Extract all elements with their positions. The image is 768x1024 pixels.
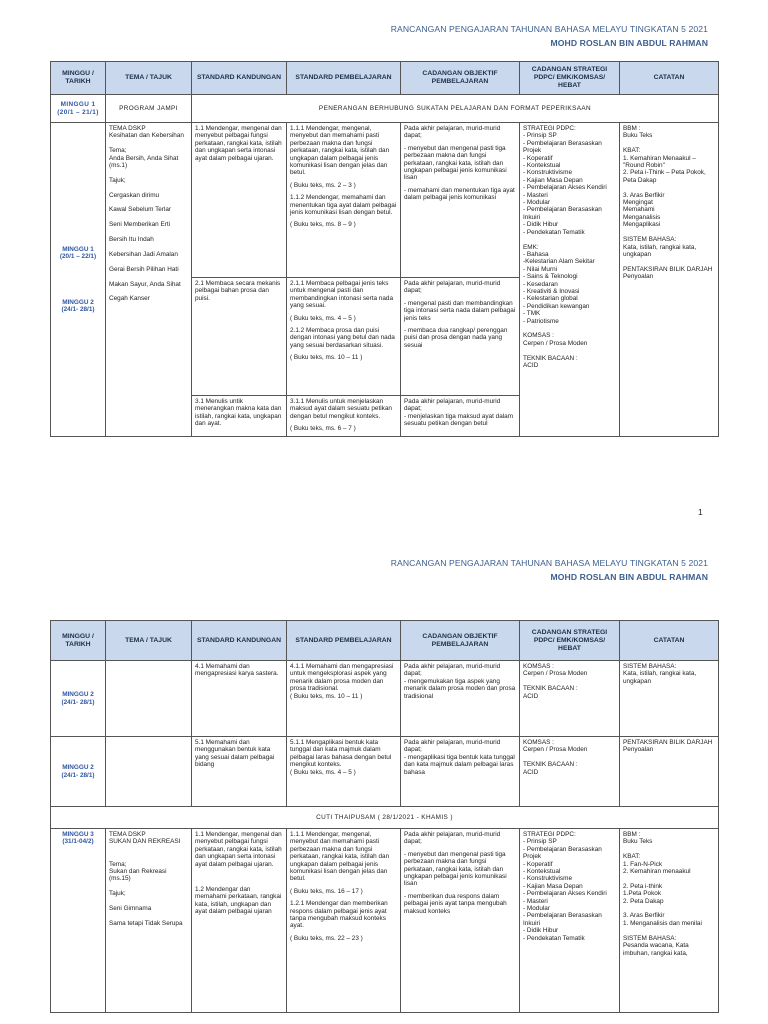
plan-table-page1 [50, 61, 719, 437]
obj-item: - menyebut dan mengenal pasti tiga perbezaan makna dan fungsi perkataan, rangkai kata, istilah dan ungkapan pelbagai jenis komunikasi lisan [404, 850, 507, 888]
sk-item: 1.2 Mendengar dan memahami perkataan, rangkai kata, istilah, ungkapan dan ayat dalam pelbagai ujaran [195, 886, 282, 916]
obj-cell [401, 737, 520, 807]
col-catatan: CATATAN [620, 62, 719, 95]
col-objektif: CADANGAN OBJEKTIF PEMBELAJARAN [401, 621, 520, 661]
tema-text: TEMA DSKP SUKAN DAN REKREASI Tema; Sukan dan Rekreasi (ms.15) Tajuk; Seni Gimnama Sama tetapi Tidak Serupa [109, 831, 183, 927]
week2-label: MINGGU 2 [62, 298, 94, 306]
sp-1-1-ref: ( Buku teks, ms. 2 – 3 ) [290, 181, 356, 189]
sp-item: 5.1.1 Mengaplikasi bentuk kata tunggal dan kata majmuk dalam pelbagai laras bahasa dengan betul mengikut konteks. [290, 739, 392, 769]
col-sp: STANDARD PEMBELAJARAN [287, 621, 401, 661]
strategi-text: KOMSAS : Cerpen / Prosa Moden TEKNIK BACAAN : ACID [523, 663, 588, 700]
col-objektif: CADANGAN OBJEKTIF PEMBELAJARAN [401, 62, 520, 95]
tema-cell [106, 661, 192, 737]
obj-item: - mengemukakan tiga aspek yang menarik dalam prosa moden dan prosa tradisional [404, 677, 516, 700]
sp-item: 4.1.1 Memahami dan mengapresiasi untuk mengeksplorasi aspek yang menarik dalam prosa moden dan prosa tradisional. [290, 663, 394, 693]
strategi-cell [520, 737, 620, 807]
week-date: (31/1-04/2) [62, 838, 94, 846]
tema-cell [106, 737, 192, 807]
sp-ref: ( Buku teks, ms. 10 – 11 ) [290, 692, 363, 700]
obj-item: - mengenal pasti dan membandingkan tiga intonasi serta nada dalam pelbagai jenis teks [404, 299, 516, 322]
sp-item: 1.2.1 Mendengar dan memberikan respons dalam pelbagai jenis ayat tanpa mengubah maksud konteks ayat. [290, 900, 388, 930]
col-minggu: MINGGU / TARIKH [51, 62, 106, 95]
sp-2-1: 2.1.1 Membaca pelbagai jenis teks untuk mengenal pasti dan membandingkan intonasi serta nada yang sesuai. [290, 280, 394, 310]
header-author: MOHD ROSLAN BIN ABDUL RAHMAN [550, 38, 708, 48]
strategi-cell [520, 661, 620, 737]
week-date: (24/1- 28/1) [61, 771, 95, 779]
obj-intro: Pada akhir pelajaran, murid-murid dapat; [404, 280, 501, 295]
sk-cell: 4.1 Memahami dan mengapresiasi karya sastera. [192, 661, 287, 737]
sp-item: 1.1.1 Mendengar, mengenal, menyebut dan memahami pasti perbezaan makna dan fungsi perkataan, rangkai kata, istilah dan ungkapan dalam pelbagai jenis komunikasi lisan dengan jelas dan betul. [290, 831, 390, 883]
obj-item: - membaca dua rangkap/ perenggan puisi dan prosa dengan nada yang sesuai [404, 327, 508, 349]
obj-intro: Pada akhir pelajaran, murid-murid dapat; [404, 125, 501, 140]
sk-2: 2.1 Membaca secara mekanis pelbagai bahan prosa dan puisi. [192, 278, 287, 396]
col-tema: TEMA / TAJUK [106, 621, 192, 661]
col-sp: STANDARD PEMBELAJARAN [287, 62, 401, 95]
header-author: MOHD ROSLAN BIN ABDUL RAHMAN [550, 572, 708, 582]
strategi-text: STRATEGI PDPC: - Prinsip SP - Pembelajaran Berasaskan Projek - Koperatif - Kontekstual - Konstruktivisme - Kajian Masa Depan - Pembelajaran Akses Kendiri - Masteri - Modular - Pembelajaran Berasaskan Inkuiri - Didik Hibur - Pendekatan Tematik [523, 831, 607, 942]
sp-1-2-ref: ( Buku teks, ms. 8 – 9 ) [290, 221, 356, 229]
sp-ref: ( Buku teks, ms. 22 – 23 ) [290, 934, 363, 942]
strategi-text: STRATEGI PDPC: - Prinsip SP - Pembelajaran Berasaskan Projek - Koperatif - Kontekstual - Konstruktivisme - Kajian Masa Depan - Pembelajaran Akses Kendiri - Masteri - Modular - Pembelajaran Berasaskan Inkuiri - Didik Hibur - Pendekatan Tematik EMK: - Bahasa -Kelestarian Alam Sekitar - Nilai Murni - Sains & Teknologi - Kesedaran - Kreativiti & Inovasi - Kelestarian global - Pendidikan kewangan - TMK - Patriotisme KOMSAS : Cerpen / Prosa Moden TEKNIK BACAAN : ACID [523, 125, 607, 369]
week-label: MINGGU 2 [62, 764, 94, 772]
tema-text: TEMA DSKP Kesihatan dan Kebersihan Tema; Anda Bersih, Anda Sihat (ms.1) Tajuk; Cergaskan dirimu Kawal Sebelum Terlar Seni Memberikan Erti Bersih Itu Indah Kebersihan Jadi Amalan Gerai Bersih Pilihan Hati Makan Sayur, Anda Sihat Cegah Kanser [109, 125, 184, 303]
holiday-row: CUTI THAIPUSAM ( 28/1/2021 - KHAMIS ) [51, 807, 719, 829]
strategi-cell [520, 123, 620, 437]
plan-table-page2 [50, 620, 719, 1013]
col-strategi: CADANGAN STRATEGI PDPC/ EMK/KOMSAS/ HEBAT [520, 62, 620, 95]
week1-label: MINGGU 1 [62, 245, 94, 253]
catatan-cell [620, 829, 719, 1013]
sk-1: 1.1 Mendengar, mengenal dan menyebut pelbagai fungsi perkataan, rangkai kata, istilah dan ungkapan serta intonasi ayat dalam pelbagai ujaran. [192, 123, 287, 278]
page-header [391, 22, 708, 50]
week-cell [51, 829, 106, 1013]
orientation-week-date: (20/1 – 21/1) [57, 108, 99, 116]
week-label: MINGGU 3 [62, 831, 94, 838]
page-header [391, 556, 708, 584]
sk-cell [192, 829, 287, 1013]
col-tema: TEMA / TAJUK [106, 62, 192, 95]
sp-1-1: 1.1.1 Mendengar, mengenal, menyebut dan memahami pasti perbezaan makna dan fungsi perkataan, rangkai kata, istilah dan ungkapan dalam pelbagai jenis komunikasi lisan dengan jelas dan betul. [290, 125, 390, 177]
sp-3 [287, 396, 401, 437]
obj-2 [401, 278, 520, 396]
tema-cell [106, 123, 192, 437]
week-cell [51, 661, 106, 737]
catatan-text: SISTEM BAHASA: Kata, istilah, rangkai kata, ungkapan [623, 663, 697, 685]
sp-2-1-ref: ( Buku teks, ms. 4 – 5 ) [290, 314, 356, 322]
sp-2 [287, 278, 401, 396]
sp-cell [287, 737, 401, 807]
sk-item: 1.1 Mendengar, mengenal dan menyebut pelbagai fungsi perkataan, rangkai kata, istilah dan ungkapan serta intonasi ayat dalam pelbagai ujaran. [195, 831, 282, 868]
obj-intro: Pada akhir pelajaran, murid-murid dapat; [404, 398, 501, 413]
sp-1-2: 1.1.2 Mendengar, memahami dan menentukan tiga ayat dalam pelbagai jenis komunikasi lisan dengan betul. [290, 194, 397, 217]
sp-1 [287, 123, 401, 278]
obj-3 [401, 396, 520, 437]
week1-date: (20/1 – 22/1) [59, 253, 97, 261]
catatan-cell [620, 661, 719, 737]
sp-3-1: 3.1.1 Menulis untuk menjelaskan maksud ayat dalam sesuatu petikan dengan betul mengikut konteks. [290, 398, 392, 420]
week-cell [51, 123, 106, 437]
col-catatan: CATATAN [620, 621, 719, 661]
strategi-text: KOMSAS : Cerpen / Prosa Moden TEKNIK BACAAN : ACID [523, 739, 588, 776]
week-label: MINGGU 2 [62, 691, 94, 699]
col-sk: STANDARD KANDUNGAN [192, 62, 287, 95]
header-title: RANCANGAN PENGAJARAN TAHUNAN BAHASA MELAYU TINGKATAN 5 2021 [390, 558, 708, 568]
week-date: (24/1- 28/1) [61, 698, 95, 706]
sk-3: 3.1 Menulis untik menerangkan makna kata dan istilah, rangkai kata, ungkapan dan ayat. [192, 396, 287, 437]
sp-2-2: 2.1.2 Membaca prosa dan puisi dengan intonasi yang betul dan nada yang sesuai berdasarkan situasi. [290, 327, 395, 349]
obj-1 [401, 123, 520, 278]
obj-item: - mengaplikasi tiga bentuk kata tunggal dan kata majmuk dalam pelbagai laras bahasa [404, 753, 515, 776]
catatan-text: BBM : Buku Teks KBAT: 1. Kemahiran Menaakul – "Round Robin" 2. Peta i-Think – Peta Pokok, Peta Dakap 3. Aras Berfikir Mengingat Memahami Menganalisis Mengaplikasi SISTEM BAHASA: Kata, istilah, rangkai kata, ungkapan PENTAKSIRAN BILIK DARJAH Penyoalan [623, 125, 713, 281]
tema-cell [106, 829, 192, 1013]
col-strategi: CADANGAN STRATEGI PDPC/ EMK/KOMSAS/ HEBAT [520, 621, 620, 661]
catatan-text: BBM : Buku Teks KBAT: 1. Fan-N-Pick 2. Kemahiran menaakul 2. Peta i-think 1.Peta Pokok 2. Peta Dakap 3. Aras Berfikir 1. Menganalisis dan menilai SISTEM BAHASA: Pesanda wacana, Kata imbuhan, rangkai kata, [623, 831, 702, 957]
week2-date: (24/1- 28/1) [61, 305, 95, 313]
obj-item: - menyebut dan mengenal pasti tiga perbezaan makna dan fungsi perkataan, rangkai kata, istilah dan ungkapan pelbagai jenis komunikasi lisan [404, 144, 507, 182]
obj-item: - memahami dan menentukan tiga ayat dalam pelbagai jenis komunikasi [404, 186, 515, 202]
sp-cell [287, 829, 401, 1013]
catatan-cell [620, 123, 719, 437]
obj-cell [401, 661, 520, 737]
col-minggu: MINGGU / TARIKH [51, 621, 106, 661]
col-sk: STANDARD KANDUNGAN [192, 621, 287, 661]
catatan-cell [620, 737, 719, 807]
strategi-cell [520, 829, 620, 1013]
obj-intro: Pada akhir pelajaran, murid-murid dapat; [404, 663, 501, 678]
obj-intro: Pada akhir pelajaran, murid-murid dapat; [404, 831, 501, 846]
sp-2-2-ref: ( Buku teks, ms. 10 – 11 ) [290, 354, 363, 362]
orientation-week [51, 95, 106, 123]
obj-cell [401, 829, 520, 1013]
week-cell [51, 737, 106, 807]
sk-cell: 5.1 Memahami dan menggunakan bentuk kata yang sesuai dalam pelbagai bidang [192, 737, 287, 807]
header-title: RANCANGAN PENGAJARAN TAHUNAN BAHASA MELAYU TINGKATAN 5 2021 [390, 24, 708, 34]
sp-ref: ( Buku teks, ms. 16 – 17 ) [290, 887, 363, 895]
sp-ref: ( Buku teks, ms. 4 – 5 ) [290, 768, 356, 776]
obj-item: - menjelaskan tiga maksud ayat dalam sesuatu petikan dengan betul [404, 412, 514, 428]
obj-item: - memberikan dua respons dalam pelbagai jenis ayat tanpa mengubah maksud konteks [404, 892, 507, 915]
page-number: 1 [698, 507, 703, 517]
sp-3-1-ref: ( Buku teks, ms. 6 – 7 ) [290, 425, 356, 433]
catatan-text: PENTAKSIRAN BILIK DARJAH Penyoalan [623, 739, 713, 754]
orientation-desc: PENERANGAN BERHUBUNG SUKATAN PELAJARAN DAN FORMAT PEPERIKSAAN [192, 95, 719, 123]
sp-cell [287, 661, 401, 737]
orientation-program: PROGRAM JAMPI [106, 95, 192, 123]
obj-intro: Pada akhir pelajaran, murid-murid dapat; [404, 739, 501, 754]
orientation-week-label: MINGGU 1 [60, 101, 96, 109]
